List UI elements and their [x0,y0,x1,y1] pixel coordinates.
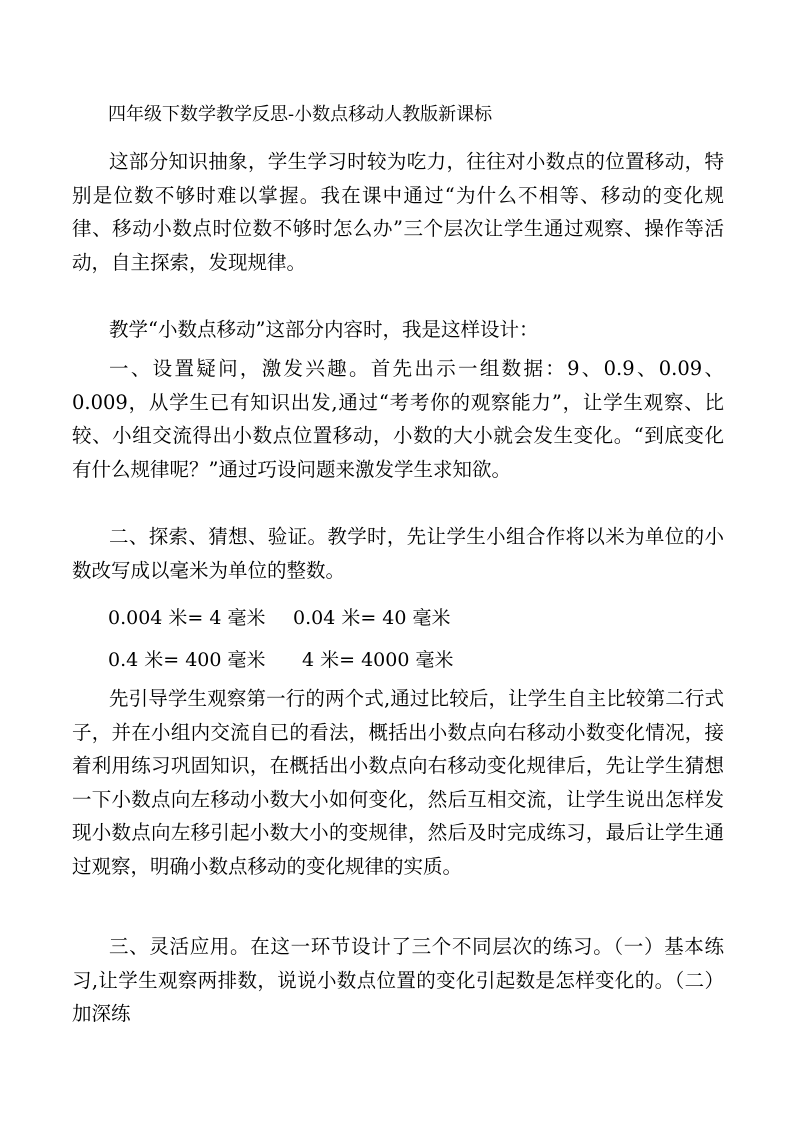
paragraph-section-two: 二、探索、猜想、验证。教学时，先让学生小组合作将以米为单位的小数改写成以毫米为单位的整数。 [72,525,724,582]
equation-row1-right: 0.04 米= 40 毫米 [293,607,451,629]
equation-row2-left: 0.4 米= 400 毫米 [108,649,266,671]
paragraph-guidance: 先引导学生观察第一行的两个式,通过比较后，让学生自主比较第二行式子，并在小组内交流自已的看法，概括出小数点向右移动小数变化情况，接着利用练习巩固知识，在概括出小数点向右移动变化规律后，先让学生猜想一下小数点向左移动小数大小如何变化，然后互相交流，让学生说出怎样发现小数点向左移引起小数大小的变规律，然后及时完成练习，最后让学生通过观察，明确小数点移动的变化规律的实质。 [72,687,724,878]
equation-row2-right: 4 米= 4000 毫米 [302,649,454,671]
paragraph-section-three: 三、灵活应用。在这一环节设计了三个不同层次的练习。（一）基本练习,让学生观察两排数，说说小数点位置的变化引起数是怎样变化的。（二）加深练 [72,935,724,1025]
document-title: 四年级下数学教学反思-小数点移动人教版新课标 [108,104,493,125]
paragraph-intro: 这部分知识抽象，学生学习时较为吃力，往往对小数点的位置移动，特别是位数不够时难以掌握。我在课中通过“为什么不相等、移动的变化规律、移动小数点时位数不够时怎么办”三个层次让学生通过观察、操作等活动，自主探索，发现规律。 [72,150,724,274]
paragraph-design: 教学“小数点移动”这部分内容时，我是这样设计： [109,318,539,341]
paragraph-section-one: 一、设置疑问，激发兴趣。首先出示一组数据：9、0.9、0.09、0.009，从学生已有知识出发,通过“考考你的观察能力”，让学生观察、比较、小组交流得出小数点位置移动，小数的大小就会发生变化。“到底变化有什么规律呢？”通过巧设问题来激发学生求知欲。 [72,357,724,481]
equation-row1-left: 0.004 米= 4 毫米 [108,607,266,629]
